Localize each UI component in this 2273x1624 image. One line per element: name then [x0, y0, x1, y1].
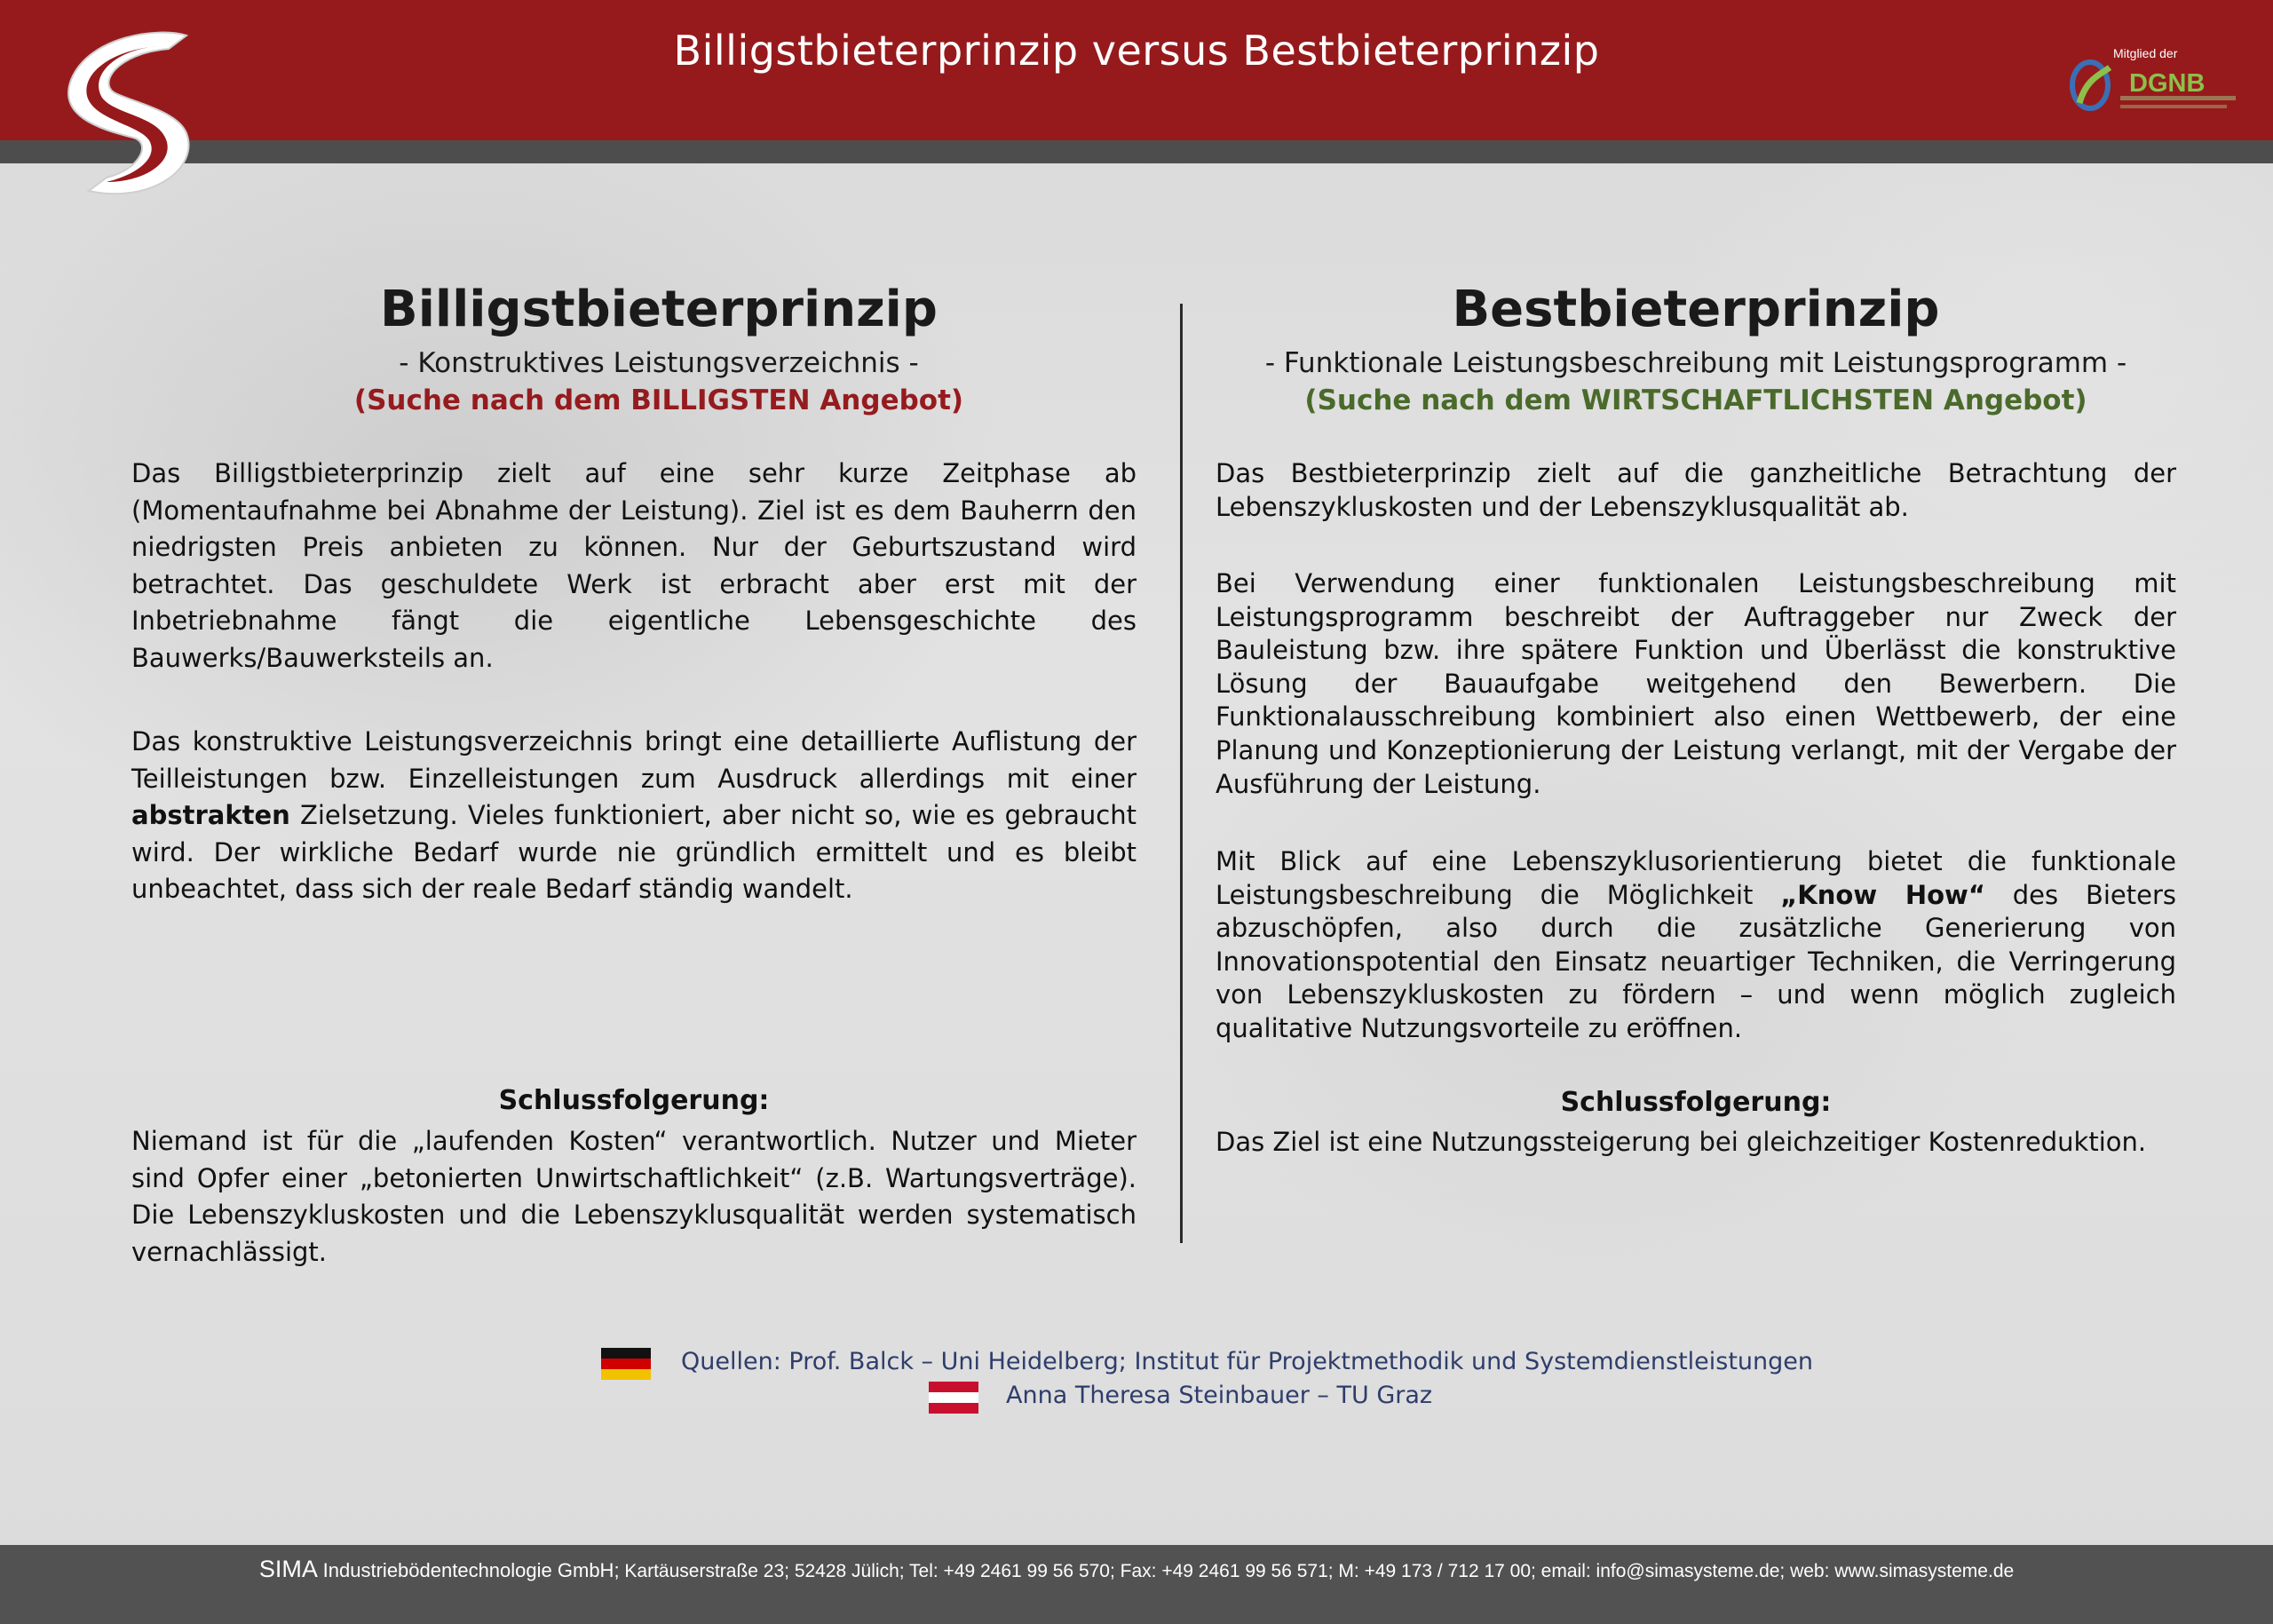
- right-conclusion-text: Das Ziel ist eine Nutzungssteigerung bei gleichzeitiger Kostenreduktion.: [1216, 1127, 2147, 1157]
- right-paragraph-2: Bei Verwendung einer funktionalen Leistungsbeschreibung mit Leistungsprogramm beschreibt der Auftraggeber nur Zweck der Bauleistung bzw. ihre spätere Funktion und Überlässt die konstruktive Lösung der Bauaufgabe weitgehend den Bewerbern. Die Funktionalausschreibung kombiniert also einen Wettbewerb, der eine Planung und Konzeptionierung der Leistung verlangt, mit der Vergabe der Ausführung der Leistung.: [1216, 568, 2176, 799]
- right-hint: (Suche nach dem WIRTSCHAFTLICHSTEN Angebot): [1304, 384, 2087, 416]
- left-subtitle: - Konstruktives Leistungsverzeichnis -: [399, 347, 919, 379]
- footer-text: [0, 1556, 2273, 1583]
- right-title: Bestbieterprinzip: [1452, 281, 1940, 338]
- right-column-heading: [1216, 275, 2176, 419]
- header-strip: [0, 140, 2273, 163]
- left-paragraph-2-bold: abstrakten: [131, 800, 290, 830]
- right-paragraph-3: [1216, 845, 2176, 1046]
- column-divider: [1180, 304, 1183, 1243]
- left-column-heading: [131, 275, 1136, 419]
- footer-company: SIMA: [258, 1556, 318, 1582]
- right-paragraph-1: Das Bestbieterprinzip zielt auf die ganzheitliche Betrachtung der Lebenszykluskosten und der Lebenszyklusqualität ab.: [1216, 458, 2176, 522]
- germany-flag-icon: [601, 1348, 651, 1380]
- right-paragraph-3-start: Mit Blick auf eine Lebenszyklusorientierung bietet die funktionale Leistungsbeschreibung die Möglichkeit: [1216, 846, 2176, 910]
- sima-s-logo-icon: [53, 27, 204, 204]
- right-paragraph-3-bold: „Know How“: [1780, 879, 1985, 910]
- left-paragraph-2-end: Zielsetzung. Vieles funktioniert, aber nicht so, wie es gebraucht wird. Der wirkliche Bedarf wurde nie gründlich ermittelt und es bleibt unbeachtet, dass sich der reale Bedarf ständig wandelt.: [131, 800, 1136, 904]
- sources-line-2: Anna Theresa Steinbauer – TU Graz: [1006, 1382, 1433, 1409]
- right-conclusion-heading: Schlussfolgerung:: [1560, 1087, 1832, 1118]
- sources-line-1: Quellen: Prof. Balck – Uni Heidelberg; Institut für Projektmethodik und Systemdienstleistungen: [681, 1348, 1814, 1375]
- page-title: Billigstbieterprinzip versus Bestbieterprinzip: [673, 27, 1600, 75]
- left-title: Billigstbieterprinzip: [380, 281, 938, 338]
- footer-company-rest: Industriebödentechnologie GmbH;: [322, 1559, 620, 1581]
- footer-details: Kartäuserstraße 23; 52428 Jülich; Tel: +49 2461 99 56 570; Fax: +49 2461 99 56 571; M: +49 173 / 712 17 00; email: info@simasysteme.de; web: www.simasysteme.de: [624, 1561, 2015, 1581]
- right-paragraph-3-end: des Bieters abzuschöpfen, also durch die zusätzliche Generierung von Innovationspotential den Einsatz neuartiger Techniken, die Verringerung von Lebenszykluskosten zu fördern – und wenn möglich zugleich qualitative Nutzungsvorteile zu eröffnen.: [1216, 879, 2176, 1043]
- right-subtitle: - Funktionale Leistungsbeschreibung mit Leistungsprogramm -: [1264, 347, 2127, 379]
- left-paragraph-1: Das Billigstbieterprinzip zielt auf eine sehr kurze Zeitphase ab (Momentaufnahme bei Abnahme der Leistung). Ziel ist es dem Bauherrn den niedrigsten Preis anbieten zu können. Nur der Geburtszustand wird betrachtet. Das geschuldete Werk ist erbracht aber erst mit der Inbetriebnahme fängt die eigentliche Lebensgeschichte des Bauwerks/Bauwerksteils an.: [131, 458, 1136, 673]
- left-hint: (Suche nach dem BILLIGSTEN Angebot): [353, 384, 964, 416]
- left-paragraph-2-start: Das konstruktive Leistungsverzeichnis bringt eine detaillierte Auflistung der Teilleistungen bzw. Einzelleistungen zum Ausdruck allerdings mit einer: [131, 726, 1136, 794]
- dgnb-name: DGNB: [2129, 69, 2206, 98]
- dgnb-member-label: Mitglied der: [2113, 46, 2178, 60]
- austria-flag-icon: [929, 1382, 978, 1414]
- left-paragraph-2: [131, 724, 1136, 908]
- left-conclusion-heading: Schlussfolgerung:: [498, 1085, 770, 1116]
- left-conclusion-text: Niemand ist für die „laufenden Kosten“ verantwortlich. Nutzer und Mieter sind Opfer einer „betonierten Unwirtschaftlichkeit“ (z.B. Wartungsverträge). Die Lebenszykluskosten und die Lebenszyklusqualität werden systematisch vernachlässigt.: [131, 1126, 1136, 1267]
